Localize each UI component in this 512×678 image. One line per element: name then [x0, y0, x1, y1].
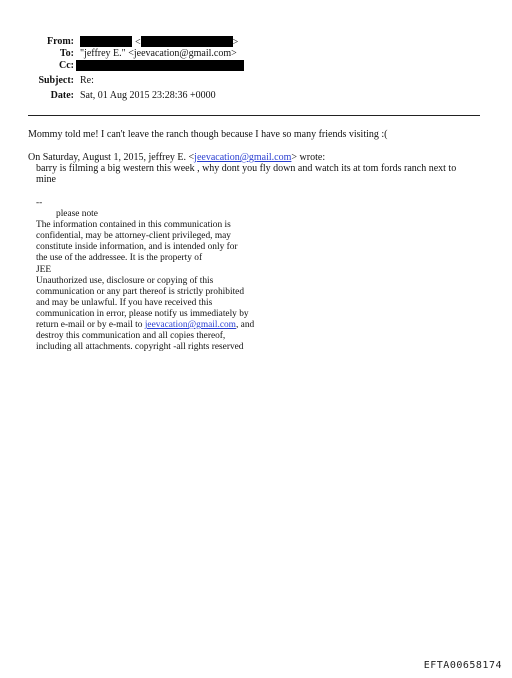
quote-intro-email-link[interactable]: jeevacation@gmail.com: [194, 152, 292, 163]
sig-dashes: --: [36, 198, 43, 208]
quoted-line: barry is filming a big western this week , why dont you fly down and watch its at tom fords ranch next to: [36, 163, 457, 174]
sig-line: constitute inside information, and is intended only for: [36, 242, 238, 253]
cc-value: [76, 60, 244, 73]
sig-email-link[interactable]: jeevacation@gmail.com: [144, 320, 236, 331]
to-label: To:: [59, 48, 74, 59]
sig-line: JEE: [36, 264, 52, 275]
sig-return-line: [36, 320, 296, 331]
sig-line: please note: [56, 209, 98, 220]
sig-line: and may be unlawful. If you have received this: [36, 297, 213, 308]
redaction-block: [76, 60, 244, 71]
sig-line: Unauthorized use, disclosure or copying of this: [36, 275, 214, 286]
sig-return-prefix: return e-mail or by e-mail to: [36, 320, 145, 331]
document-id: EFTA00658174: [423, 660, 502, 671]
sig-line: communication or any part thereof is strictly prohibited: [36, 286, 245, 297]
cc-label: Cc:: [59, 60, 74, 71]
date-value: Sat, 01 Aug 2015 23:28:36 +0000: [80, 90, 216, 101]
header-divider: [28, 115, 480, 116]
from-gt: >: [232, 37, 239, 48]
sig-line: confidential, may be attorney-client privileged, may: [36, 231, 231, 242]
quote-intro-suffix: > wrote:: [291, 152, 326, 163]
quoted-message: [36, 163, 456, 185]
sig-return-suffix: , and: [235, 320, 255, 331]
sig-line: communication in error, please notify us immediately by: [36, 308, 249, 319]
from-label: From:: [46, 36, 74, 47]
sig-line: the use of the addressee. It is the property of: [36, 253, 203, 264]
reply-text: Mommy told me! I can't leave the ranch though because I have so many friends visiting :(: [28, 129, 388, 140]
quoted-line: mine: [36, 174, 56, 186]
redaction-block: [80, 36, 132, 47]
date-label: Date:: [50, 90, 74, 101]
sig-line: The information contained in this communication is: [36, 220, 231, 231]
signature-disclaimer: [36, 198, 296, 353]
sig-line: including all attachments. copyright -all rights reserved: [36, 342, 244, 353]
to-value: "jeffrey E." <jeevacation@gmail.com>: [80, 48, 237, 59]
quote-intro-prefix: On Saturday, August 1, 2015, jeffrey E. <: [28, 152, 195, 163]
subject-value: Re:: [80, 75, 94, 86]
sig-line: destroy this communication and all copies thereof,: [36, 331, 226, 342]
from-lt: <: [135, 37, 141, 48]
subject-label: Subject:: [38, 75, 74, 86]
redaction-block: [141, 36, 233, 47]
